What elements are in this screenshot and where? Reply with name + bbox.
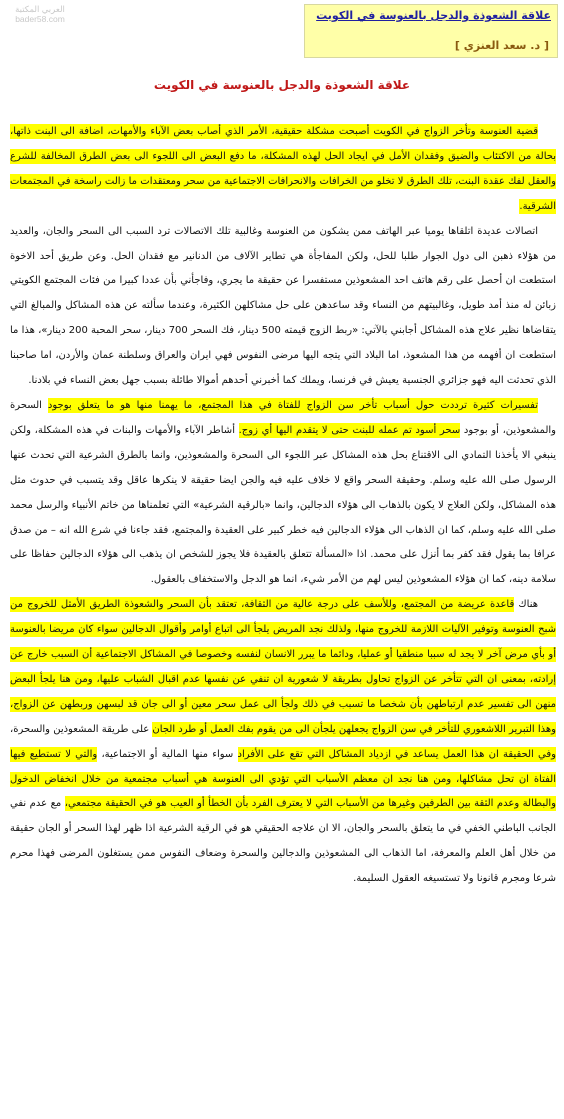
highlighted-text: وفي الحقيقة ان هذا العمل يساعد في ازدياد المشاكل التي تقع على الأفراد <box>237 748 556 760</box>
paragraph-text: مع عدم نفي الجانب الباطني الخفي في ما يتعلق بالسحر والجان، الا ان علاجه الحقيقي هو في الرقية الشرعية اذا ظهر لهذا السحر أو الجان حقيقة من خلال أهل العلم والمعرفة، اما الذهاب الى المشعوذين والدجالين والسحرة وضعاف النفوس ممن يستغلون المرضى فهذا محرم شرعا ومجرم قانونا ولا تستسيغه العقول السليمة. <box>10 798 556 885</box>
article-paragraph <box>10 120 556 220</box>
paragraph-text: أشاطر الآباء والأمهات والبنات في هذه المشكلة، ولكن ينبغي الا يأخذنا التمادي الى الاقتناع بحل هذه المشاكل عبر اللجوء الى السحرة والمشعوذين، وانما بالطرق الشرعية التي تحدث عنها الرسول صلى الله عليه وسلم. وحقيقة السحر واقع لا خلاف عليه فيه والجن ايضا حقيقة لا ينكرها عاقل وقد يتسبب في حدوث مثل هذه المشاكل، ولكن العلاج لا يكون بالذهاب الى هؤلاء الدجالين، وانما «بالرقية الشرعية» التي تعلمناها من خاتم الأنبياء والرسل محمد صلى الله عليه وسلم، كما ان الذهاب الى هؤلاء الدجالين فيه خطر كبير على العقيدة والمجتمع، فقد جاءنا في شرع الله انه – من صدق عرافا بما يقول فقد كفر بما أنزل على محمد. اذا «المسألة تتعلق بالعقيدة فلا يجوز للشخص ان يذهب الى هؤلاء الدجالين حفاظا على سلامة دينه، كما ان هؤلاء المشعوذين ليس لهم من الأمر شيء، انما هو الدجل والاستخفاف بالعقول. <box>10 424 556 586</box>
paragraph-text: سواء منها المالية أو الاجتماعية، <box>97 748 238 760</box>
header-title-link[interactable]: علاقة الشعوذة والدجل بالعنوسة في الكويت <box>316 9 551 22</box>
highlighted-text: قضية العنوسة وتأخر الزواج في الكويت أصبحت مشكلة حقيقية، الأمر الذي أصاب بعض الآباء والأمهات، اضافة الى البنت ذاتها، بحالة من الاكتئاب والضيق وفقدان الأمل في ايجاد الحل لهذه المشكلة، ما دفع البعض الى اللجوء الى بعض الطرق المخالفة للشرع والعقل لفك عقدة البنت، تلك الطرق لا تخلو من الخرافات والانحرافات الاجتماعية من سحر ومعتقدات ما زالت راسخة في المجتمعات الشرقية. <box>10 126 556 212</box>
highlighted-text: سحر أسود تم عمله للبنت حتى لا يتقدم اليها أي زوج. <box>238 424 461 436</box>
paragraph-text: هناك <box>514 599 538 611</box>
article-paragraph <box>10 394 556 593</box>
article-paragraph <box>10 593 556 892</box>
paragraph-text: على طريقة المشعوذين والسحرة، <box>10 723 153 735</box>
highlighted-text: تفسيرات كثيرة ترددت حول أسباب تأخر سن الزواج للفتاة في هذا المجتمع، ما يهمنا منها هو ما يتعلق بوجود <box>47 399 538 411</box>
watermark-line-2: bader58.com <box>15 14 65 24</box>
site-watermark <box>4 4 76 24</box>
article-title: علاقة الشعوذة والدجل بالعنوسة في الكويت <box>153 78 411 92</box>
paragraph-text: السحرة والمشعوذين، أو بوجود <box>10 399 556 436</box>
header-author: [ د. سعد العنزي ] <box>454 39 549 52</box>
article-body <box>10 120 556 892</box>
highlighted-text: قاعدة عريضة من المجتمع، وللأسف على درجة عالية من الثقافة، تعتقد بأن السحر والشعوذة الطريق الأمثل للخروج من شبح العنوسة وتوفير الآليات اللازمة للخروج منها، ولذلك نجد المريض يلجأ الى اتباع أوامر وأقوال الدجالين سواء كان مريضا بالعنوسة أو بأي مرض آخر لا يجد له سببا منطقيا أو عمليا، ودائما ما يبرر الانسان لنفسه وخصوصا في المشاكل الاجتماعية أن السبب خارج عن إرادته، بمعنى ان التي تتأخر عن الزواج تحاول بطريقة لا شعورية ان تنفي عن نفسها عدم اقبال الشباب عليها، ومن هنا يلجأ البعض منهن الى تفسير عدم ارتباطهن بأن شخصا ما تسبب في ذلك ولجأ الى عمل سحر معين أو الى جان قد لبسهن وربطهن عن الزواج، وهذا التبرير اللاشعوري للتأخر في سن الزواج يجعلهن يلجأن الى من يقوم بفك العمل أو طرد الجان <box>10 599 556 735</box>
highlighted-text: والتي لا تستطيع فيها الفتاة ان تحل مشاكلها، ومن هنا نجد ان معظم الأسباب التي تؤدي الى العنوسة هي أسباب مجتمعية من خلال انخفاض الدخول والبطالة وعدم الثقة بين الطرفين وغيرها من الأسباب التي لا يعترف الفرد بأن الخطأ أو العيب هو في الحقيقة مجتمعي، <box>10 748 556 810</box>
article-paragraph <box>10 220 556 394</box>
paragraph-text: اتصالات عديدة اتلقاها يوميا عبر الهاتف ممن يشكون من العنوسة وغالبية تلك الاتصالات ترد السبب الى السحر والجان، والعديد من هؤلاء ذهبن الى دول الجوار طلبا للحل، ولكن المفاجأة هي تطاير الآلاف من الدنانير مع فقدان الحل. وعن طريق أحد الاخوة استطعت ان أحصل على رقم هاتف احد المشعوذين مستفسرا عن حقيقة ما يجري، وفاجأني بأن عددا كبيرا من فئات المجتمع الكويتي زبائن له منذ أمد طويل، وغالبيتهم من النساء وقد ساعدهن على حل مشاكلهن الكثيرة، وعندما سألته عن هذه المشاكل والمبالغ التي يتقاضاها نظير علاج هذه المشاكل أجابني بالآتي: «ربط الزوج قيمته 500 دينار، فك السحر 700 دينار، سحر المحبة 200 دينار»، هذا ما استطعت ان أفهمه من هذا المشعوذ، اما البلاد التي يتجه اليها مرضى النفوس فهي ايران والعراق وسلطنة عمان والأردن، اما صاحبنا الذي تحدثت اليه فهو جزائري الجنسية يعيش في فرنسا، ويملك كما أخبرني أحدهم أموالا طائلة بسبب جهل بعض النساء في بلادنا. <box>10 225 557 387</box>
article-header-box <box>304 4 558 58</box>
watermark-line-1: العربي المكتبة <box>15 4 65 14</box>
